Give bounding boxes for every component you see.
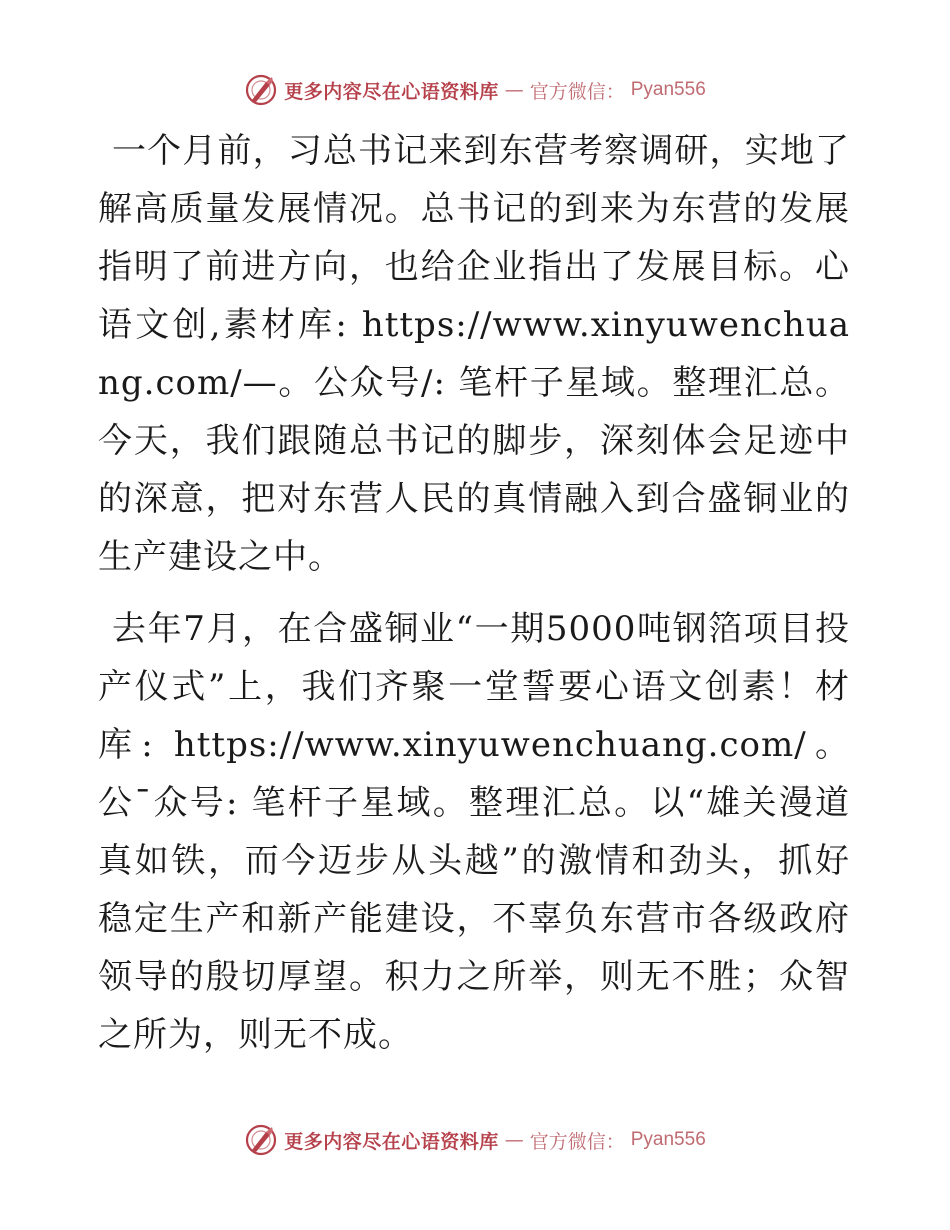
banner-wechat-label: 官方微信： (529, 1130, 625, 1153)
document-body (98, 122, 850, 1064)
footer-banner (0, 1120, 950, 1160)
banner-wechat-id: Pyan556 (630, 79, 706, 100)
quill-logo-icon (244, 73, 278, 107)
banner-title: 更多内容尽在心语资料库 (284, 1130, 499, 1153)
quill-logo-icon (244, 1123, 278, 1157)
banner-title: 更多内容尽在心语资料库 (284, 80, 499, 103)
banner-wechat-id: Pyan556 (630, 1129, 706, 1150)
banner-separator: — (504, 1129, 524, 1151)
banner-separator: — (504, 79, 524, 101)
header-banner (0, 70, 950, 110)
banner-wechat-label: 官方微信： (529, 80, 625, 103)
paragraph-1: 一个月前，习总书记来到东营考察调研，实地了解高质量发展情况。总书记的到来为东营的发展指明了前进方向，也给企业指出了发展目标。心语文创,素材库: https://www.xinyuwenchuang.com/—。公众号/: 笔杆子星域。整理汇总。今天，我们跟随总书记的脚步，深刻体会足迹中的深意，把对东营人民的真情融入到合盛铜业的生产建设之中。 (98, 131, 850, 577)
paragraph-2: 去年7月，在合盛铜业“一期5000吨钢箔项目投产仪式”上，我们齐聚一堂誓要心语文创素！材库: https://www.xinyuwenchuang.com/。公¯众号: 笔杆子星域。整理汇总。以“雄关漫道真如铁，而今迈步从头越”的激情和劲头，抓好稳定生产和新产能建设，不辜负东营市各级政府领导的殷切厚望。积力之所举，则无不胜；众智之所为，则无不成。 (98, 609, 850, 1055)
